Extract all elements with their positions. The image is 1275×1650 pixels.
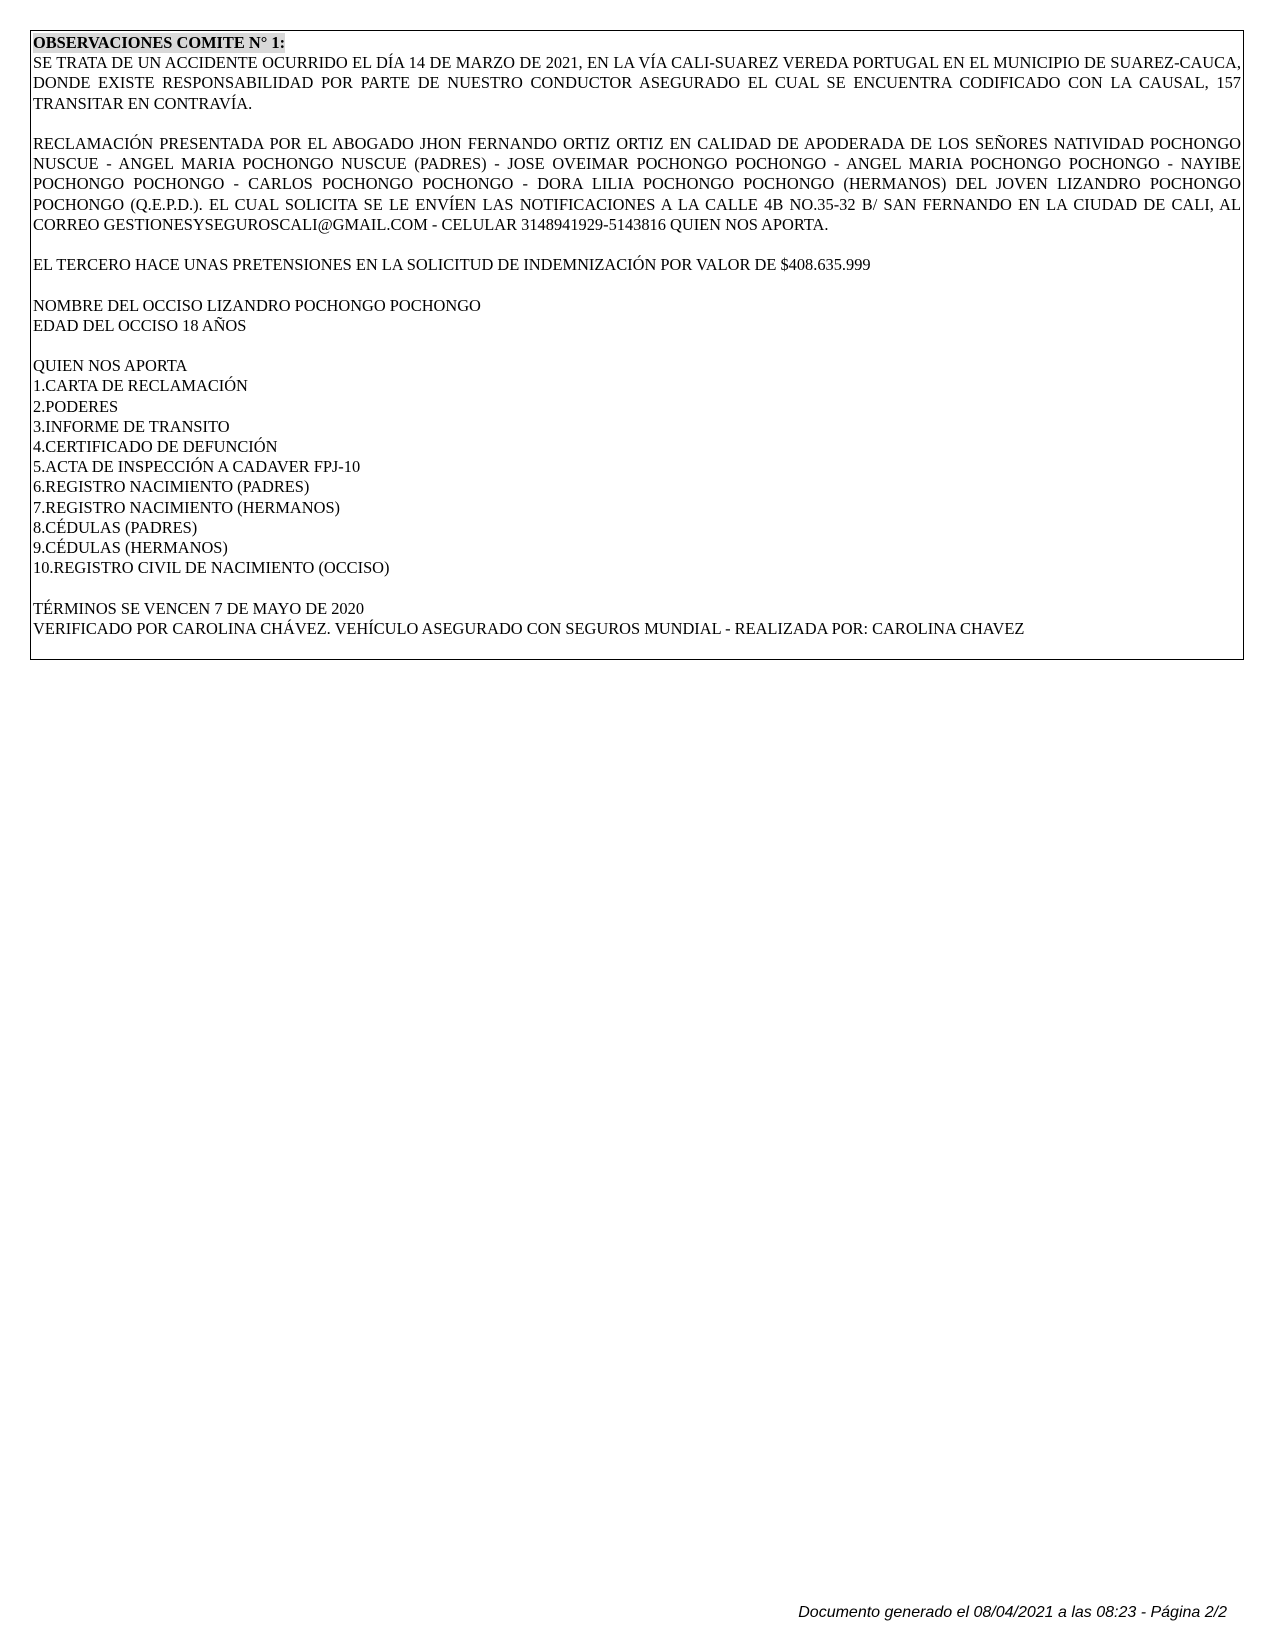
- document-item: 4.CERTIFICADO DE DEFUNCIÓN: [33, 437, 278, 456]
- spacer: [33, 235, 1241, 255]
- observations-heading-row: [33, 33, 1241, 53]
- document-item: 3.INFORME DE TRANSITO: [33, 416, 230, 436]
- deceased-age-line: EDAD DEL OCCISO 18 AÑOS: [33, 315, 247, 335]
- verified-by-line: VERIFICADO POR CAROLINA CHÁVEZ. VEHÍCULO ASEGURADO CON SEGUROS MUNDIAL - REALIZADA POR: CAROLINA CHAVEZ: [33, 618, 1025, 638]
- document-item: 8.CÉDULAS (PADRES): [33, 517, 198, 537]
- document-item: 5.ACTA DE INSPECCIÓN A CADAVER FPJ-10: [33, 457, 361, 477]
- spacer: [33, 578, 1241, 598]
- document-item: 6.REGISTRO NACIMIENTO (PADRES): [33, 477, 310, 497]
- observations-heading: OBSERVACIONES COMITE N° 1:: [33, 33, 286, 52]
- document-item: 7.REGISTRO NACIMIENTO (HERMANOS): [33, 497, 341, 517]
- document-item: 2.PODERES: [33, 396, 119, 416]
- terms-line: TÉRMINOS SE VENCEN 7 DE MAYO DE 2020: [33, 598, 365, 618]
- documents-heading: QUIEN NOS APORTA: [33, 356, 188, 376]
- documents-list: [33, 376, 1241, 578]
- spacer: [33, 275, 1241, 295]
- deceased-name-line: NOMBRE DEL OCCISO LIZANDRO POCHONGO POCHONGO: [33, 295, 481, 315]
- document-item: 1.CARTA DE RECLAMACIÓN: [33, 376, 248, 396]
- spacer: [33, 114, 1241, 134]
- document-item: 9.CÉDULAS (HERMANOS): [33, 538, 228, 558]
- claim-value-line: EL TERCERO HACE UNAS PRETENSIONES EN LA SOLICITUD DE INDEMNIZACIÓN POR VALOR DE $408.635.999: [33, 255, 871, 275]
- document-item: 10.REGISTRO CIVIL DE NACIMIENTO (OCCISO): [33, 558, 390, 578]
- claim-paragraph: RECLAMACIÓN PRESENTADA POR EL ABOGADO JHON FERNANDO ORTIZ ORTIZ EN CALIDAD DE APODERADA DE LOS SEÑORES NATIVIDAD POCHONGO NUSCUE - ANGEL MARIA POCHONGO NUSCUE (PADRES) - JOSE OVEIMAR POCHONGO POCHONGO - ANGEL MARIA POCHONGO POCHONGO - NAYIBE POCHONGO POCHONGO - CARLOS POCHONGO POCHONGO - DORA LILIA POCHONGO POCHONGO (HERMANOS) DEL JOVEN LIZANDRO POCHONGO POCHONGO (Q.E.P.D.). EL CUAL SOLICITA SE LE ENVÍEN LAS NOTIFICACIONES A LA CALLE 4B NO.35-32 B/ SAN FERNANDO EN LA CIUDAD DE CALI, AL CORREO GESTIONESYSEGUROSCALI@GMAIL.COM - CELULAR 3148941929-5143816 QUIEN NOS APORTA.: [33, 134, 1241, 234]
- page-footer: Documento generado el 08/04/2021 a las 08:23 - Página 2/2: [798, 1604, 1227, 1621]
- spacer: [33, 336, 1241, 356]
- accident-paragraph: SE TRATA DE UN ACCIDENTE OCURRIDO EL DÍA 14 DE MARZO DE 2021, EN LA VÍA CALI-SUAREZ VEREDA PORTUGAL EN EL MUNICIPIO DE SUAREZ-CAUCA, DONDE EXISTE RESPONSABILIDAD POR PARTE DE NUESTRO CONDUCTOR ASEGURADO EL CUAL SE ENCUENTRA CODIFICADO CON LA CAUSAL, 157 TRANSITAR EN CONTRAVÍA.: [33, 53, 1241, 113]
- observations-box: [30, 30, 1244, 660]
